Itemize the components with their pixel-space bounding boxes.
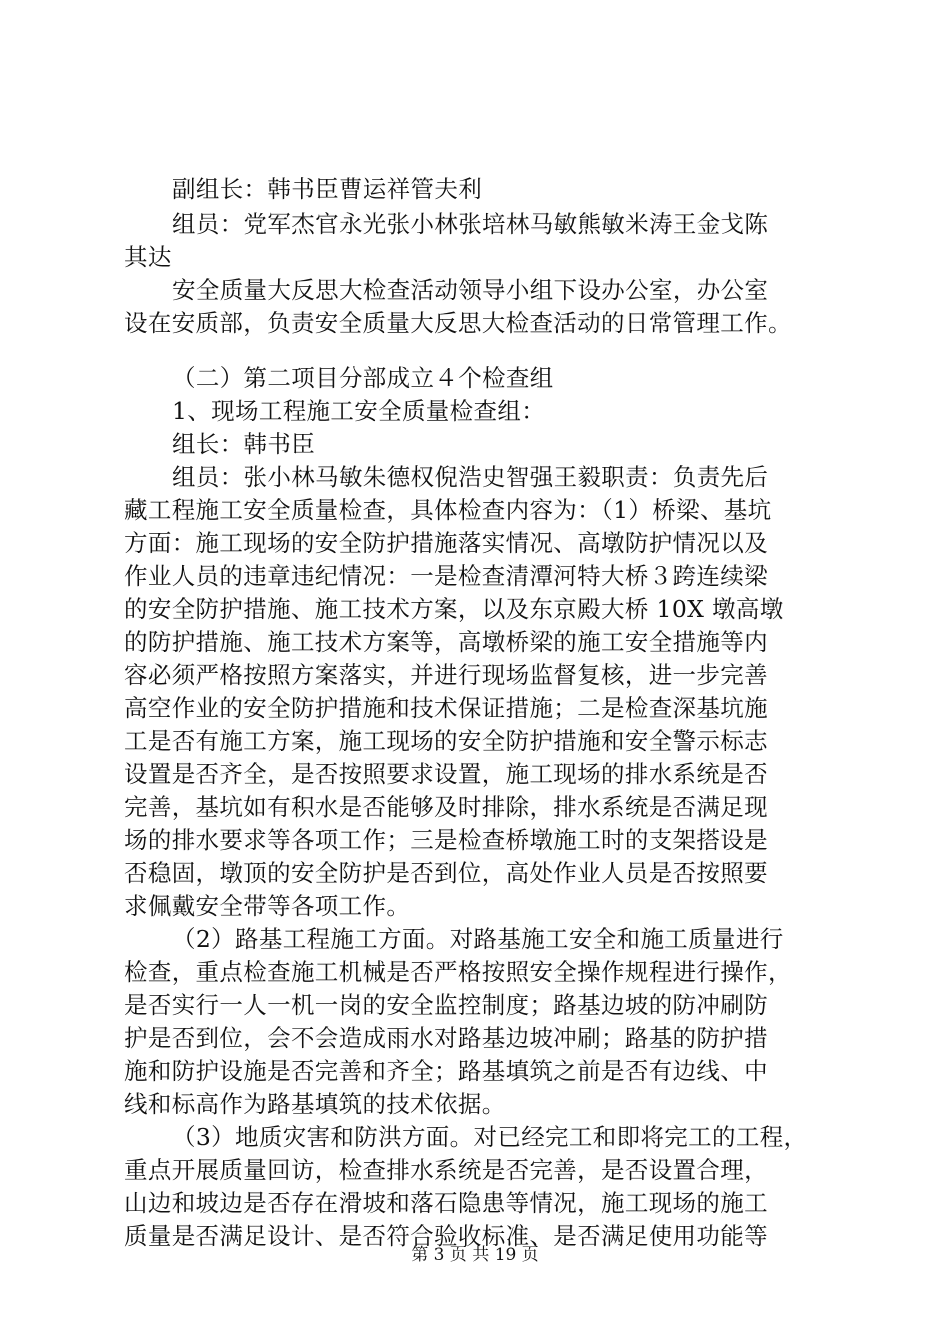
text-line: 的防护措施、施工技术方案等，高墩桥梁的施工安全措施等内 [124, 628, 768, 656]
text-line: 否稳固，墩顶的安全防护是否到位，高处作业人员是否按照要 [124, 859, 768, 887]
text-line: 安全质量大反思大检查活动领导小组下设办公室，办公室 [172, 276, 769, 304]
text-line: （3）地质灾害和防洪方面。对已经完工和即将完工的工程， [172, 1123, 808, 1151]
text-line: 重点开展质量回访，检查排水系统是否完善，是否设置合理， [124, 1156, 768, 1184]
text-line: 设在安质部，负责安全质量大反思大检查活动的日常管理工作。 [124, 309, 792, 337]
text-line: 护是否到位，会不会造成雨水对路基边坡冲刷；路基的防护措 [124, 1024, 768, 1052]
text-line: 线和标高作为路基填筑的技术依据。 [124, 1090, 506, 1118]
text-line: 高空作业的安全防护措施和技术保证措施；二是检查深基坑施 [124, 694, 768, 722]
text-line: 工是否有施工方案，施工现场的安全防护措施和安全警示标志 [124, 727, 768, 755]
text-line: 山边和坡边是否存在滑坡和落石隐患等情况，施工现场的施工 [124, 1189, 768, 1217]
text-line: 质量是否满足设计、是否符合验收标准、是否满足使用功能等 [124, 1222, 768, 1250]
text-line: 设置是否齐全，是否按照要求设置，施工现场的排水系统是否 [124, 760, 768, 788]
text-line: 是否实行一人一机一岗的安全监控制度；路基边坡的防冲刷防 [124, 991, 768, 1019]
text-line: 的安全防护措施、施工技术方案，以及东京殿大桥 10X 墩高墩 [124, 595, 784, 623]
subsection-heading: 1、现场工程施工安全质量检查组： [172, 397, 546, 425]
text-line: 完善，基坑如有积水是否能够及时排除，排水系统是否满足现 [124, 793, 768, 821]
text-line: 求佩戴安全带等各项工作。 [124, 892, 411, 920]
text-line: 其达 [124, 243, 172, 271]
text-line: （2）路基工程施工方面。对路基施工安全和施工质量进行 [172, 925, 784, 953]
text-line: 组员：党军杰官永光张小林张培林马敏熊敏米涛王金戈陈 [172, 210, 769, 238]
text-line: 藏工程施工安全质量检查，具体检查内容为：（1）桥梁、基坑 [124, 496, 772, 524]
text-line: 组长：韩书臣 [172, 430, 316, 458]
page-number-footer: 第 3 页 共 19 页 [411, 1245, 539, 1265]
text-line: 检查，重点检查施工机械是否严格按照安全操作规程进行操作， [124, 958, 792, 986]
text-line: 副组长：韩书臣曹运祥管夫利 [172, 175, 483, 203]
section-heading: （二）第二项目分部成立４个检查组 [172, 364, 554, 392]
text-line: 作业人员的违章违纪情况：一是检查清潭河特大桥３跨连续梁 [124, 562, 768, 590]
text-line: 方面：施工现场的安全防护措施落实情况、高墩防护情况以及 [124, 529, 768, 557]
text-line: 容必须严格按照方案落实，并进行现场监督复核，进一步完善 [124, 661, 768, 689]
text-line: 施和防护设施是否完善和齐全；路基填筑之前是否有边线、中 [124, 1057, 768, 1085]
text-line: 场的排水要求等各项工作；三是检查桥墩施工时的支架搭设是 [124, 826, 768, 854]
text-line: 组员：张小林马敏朱德权倪浩史智强王毅职责：负责先后 [172, 463, 769, 491]
